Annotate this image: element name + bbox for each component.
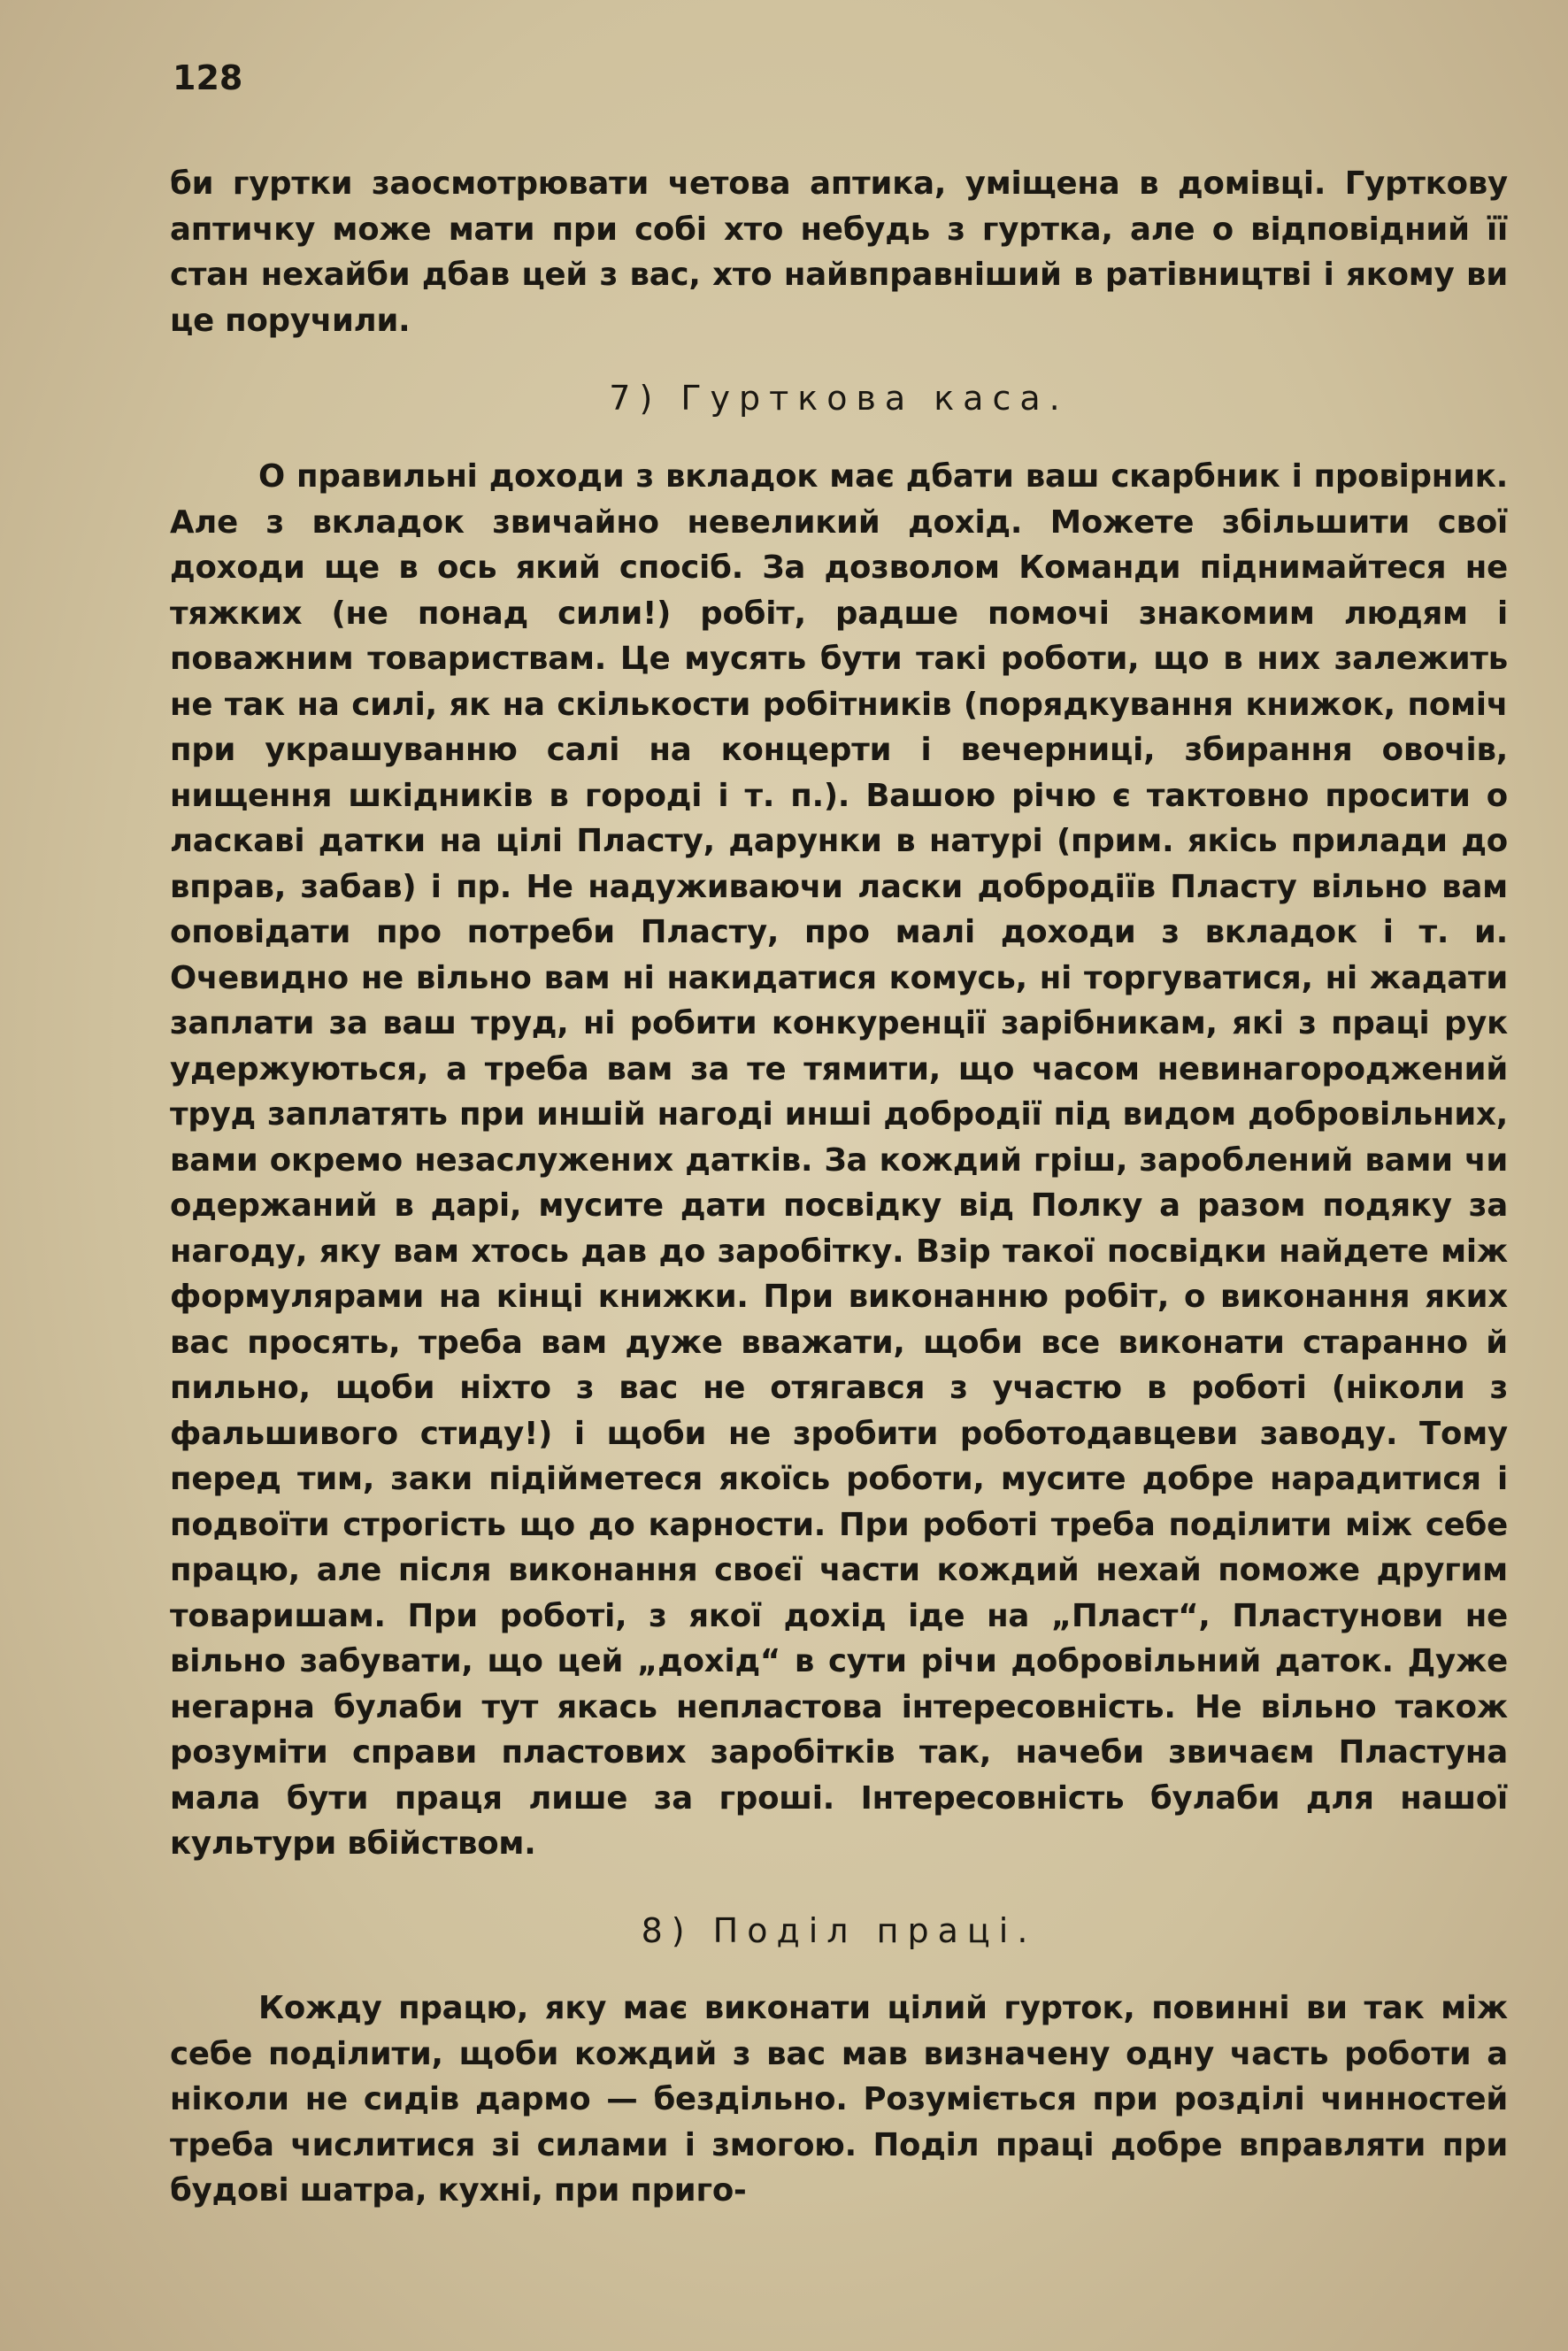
section-7-block xyxy=(170,454,1508,1867)
section-8-heading: 8) Поділ праці. xyxy=(641,1911,1037,1950)
section-7-heading: 7) Гурткова каса. xyxy=(609,379,1069,418)
top-paragraph-block xyxy=(170,161,1508,343)
page-number: 128 xyxy=(173,58,243,97)
section-7-paragraph: О правильні доходи з вкладок має дбати ваш скарбник і провірник. Але з вкладок звичайно невеликий дохід. Можете збільшити свої доходи ще в ось який спосіб. За дозволом Команди піднимайтеся не тяжких (не понад сили!) робіт, радше помочі знакомим людям і поважним товариствам. Це мусять бути такі роботи, що в них залежить не так на силі, як на скількости робітників (порядкування книжок, поміч при украшуванню салі на концерти і вечерниці, збирання овочів, нищення шкідників в городі і т. п.). Вашою річю є тактовно просити о ласкаві датки на цілі Пласту, дарунки в натурі (прим. якісь прилади до вправ, забав) і пр. Не надуживаючи ласки добродіїв Пласту вільно вам оповідати про потреби Пласту, про малі доходи з вкладок і т. и. Очевидно не вільно вам ні накидатися комусь, ні торгуватися, ні жадати заплати за ваш труд, ні робити конкуренції зарібникам, які з праці рук удержуються, а треба вам за те тямити, що часом невинагороджений труд заплатять при иншій нагоді инші добродії під видом добровільних, вами окремо незаслужених датків. За кождий гріш, зароблений вами чи одержаний в дарі, мусите дати посвідку від Полку а разом подяку за нагоду, яку вам хтось дав до заробітку. Взір такої посвідки найдете між формулярами на кінці книжки. При виконанню робіт, о виконання яких вас просять, треба вам дуже вважати, щоби все виконати старанно й пильно, щоби ніхто з вас не отягався з участю в роботі (ніколи з фальшивого стиду!) і щоби не зробити роботодавцеви заводу. Тому перед тим, заки підійметеся якоїсь роботи, мусите добре нарадитися і подвоїти строгість що до карности. При роботі треба поділити між себе працю, але після виконання своєї части кождий нехай поможе другим товаришам. При роботі, з якої дохід іде на „Пласт“, Пластунови не вільно забувати, що цей „дохід“ в сути річи добровільний даток. Дуже негарна булаби тут якась непластова інтересовність. Не вільно також розуміти справи пластових заробітків так, начеби звичаєм Пластуна мала бути праця лише за гроші. Інтересовність булаби для нашої культури вбійством. xyxy=(170,458,1508,1862)
section-8-block xyxy=(170,1986,1508,2214)
section-8-paragraph: Кожду працю, яку має виконати цілий гурток, повинні ви так між себе поділити, щоби кождий з вас мав визначену одну часть роботи а ніколи не сидів дармо — бездільно. Розуміється при розділі чинностей треба числитися зі силами і змогою. Поділ праці добре вправляти при будові шатра, кухні, при приго- xyxy=(170,1990,1508,2209)
top-paragraph: би гуртки заосмотрювати четова аптика, уміщена в домівці. Гурткову аптичку може мати при собі хто небудь з гуртка, але о відповідний її стан нехайби дбав цей з вас, хто найвправніший в ратівництві і якому ви це поручили. xyxy=(170,165,1508,339)
